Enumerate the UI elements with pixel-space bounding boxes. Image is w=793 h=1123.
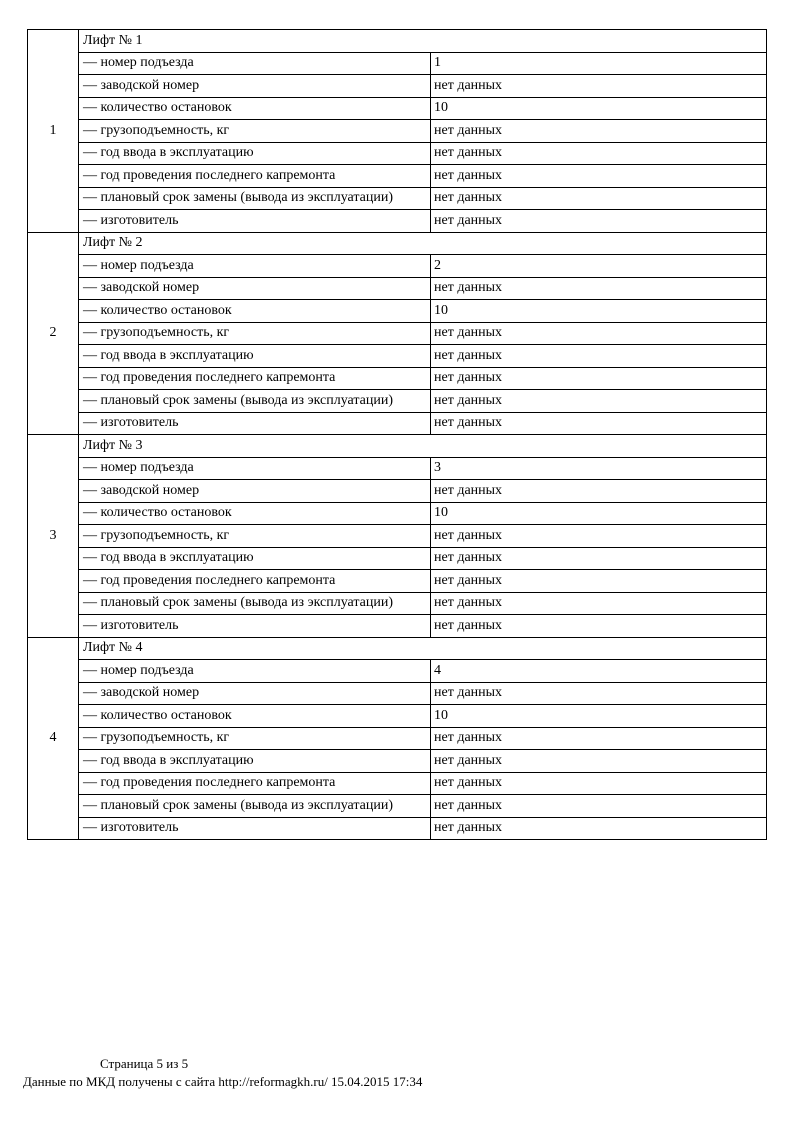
attribute-value-cell: нет данных bbox=[431, 592, 767, 615]
attribute-value-cell: нет данных bbox=[431, 727, 767, 750]
attribute-label-cell: — количество остановок bbox=[79, 97, 431, 120]
attribute-value-cell: нет данных bbox=[431, 142, 767, 165]
attribute-label-cell: — количество остановок bbox=[79, 502, 431, 525]
attribute-label-cell: — номер подъезда bbox=[79, 457, 431, 480]
attribute-label-cell: — изготовитель bbox=[79, 615, 431, 638]
attribute-value-cell: нет данных bbox=[431, 390, 767, 413]
lift-attribute-row bbox=[28, 705, 767, 728]
lift-attribute-row bbox=[28, 367, 767, 390]
lift-section-header-row bbox=[28, 232, 767, 255]
lift-attribute-row bbox=[28, 547, 767, 570]
attribute-label-cell: — заводской номер bbox=[79, 682, 431, 705]
lift-attribute-row bbox=[28, 817, 767, 840]
attribute-value-cell: нет данных bbox=[431, 367, 767, 390]
lift-attribute-row bbox=[28, 592, 767, 615]
lift-attribute-row bbox=[28, 502, 767, 525]
attribute-value-cell: нет данных bbox=[431, 277, 767, 300]
section-number-cell: 2 bbox=[28, 232, 79, 435]
section-number-cell: 1 bbox=[28, 30, 79, 233]
lifts-table-body bbox=[28, 30, 767, 840]
attribute-value-cell: нет данных bbox=[431, 480, 767, 503]
attribute-value-cell: нет данных bbox=[431, 682, 767, 705]
attribute-value-cell: нет данных bbox=[431, 165, 767, 188]
lift-attribute-row bbox=[28, 277, 767, 300]
lift-attribute-row bbox=[28, 345, 767, 368]
attribute-value-cell: 1 bbox=[431, 52, 767, 75]
attribute-label-cell: — год ввода в эксплуатацию bbox=[79, 750, 431, 773]
attribute-label-cell: — номер подъезда bbox=[79, 255, 431, 278]
lift-attribute-row bbox=[28, 255, 767, 278]
lift-section-header-row bbox=[28, 30, 767, 53]
attribute-value-cell: нет данных bbox=[431, 187, 767, 210]
lift-attribute-row bbox=[28, 75, 767, 98]
attribute-label-cell: — год ввода в эксплуатацию bbox=[79, 142, 431, 165]
lift-attribute-row bbox=[28, 300, 767, 323]
attribute-value-cell: нет данных bbox=[431, 570, 767, 593]
attribute-value-cell: нет данных bbox=[431, 345, 767, 368]
attribute-value-cell: 4 bbox=[431, 660, 767, 683]
attribute-value-cell: нет данных bbox=[431, 817, 767, 840]
attribute-value-cell: нет данных bbox=[431, 772, 767, 795]
lift-attribute-row bbox=[28, 120, 767, 143]
attribute-label-cell: — плановый срок замены (вывода из эксплуатации) bbox=[79, 795, 431, 818]
attribute-label-cell: — плановый срок замены (вывода из эксплуатации) bbox=[79, 592, 431, 615]
data-source-note: Данные по МКД получены с сайта http://reformagkh.ru/ 15.04.2015 17:34 bbox=[23, 1074, 423, 1089]
attribute-label-cell: — плановый срок замены (вывода из эксплуатации) bbox=[79, 390, 431, 413]
attribute-label-cell: — номер подъезда bbox=[79, 660, 431, 683]
lift-attribute-row bbox=[28, 682, 767, 705]
attribute-label-cell: — количество остановок bbox=[79, 300, 431, 323]
attribute-label-cell: — грузоподъемность, кг bbox=[79, 727, 431, 750]
attribute-value-cell: 10 bbox=[431, 300, 767, 323]
page-number-label: Страница 5 из 5 bbox=[100, 1056, 189, 1071]
attribute-value-cell: 10 bbox=[431, 705, 767, 728]
attribute-label-cell: — год ввода в эксплуатацию bbox=[79, 345, 431, 368]
attribute-value-cell: нет данных bbox=[431, 210, 767, 233]
lift-attribute-row bbox=[28, 142, 767, 165]
lift-attribute-row bbox=[28, 390, 767, 413]
attribute-value-cell: нет данных bbox=[431, 615, 767, 638]
lift-attribute-row bbox=[28, 52, 767, 75]
lift-attribute-row bbox=[28, 210, 767, 233]
attribute-value-cell: нет данных bbox=[431, 75, 767, 98]
lift-attribute-row bbox=[28, 615, 767, 638]
attribute-value-cell: нет данных bbox=[431, 547, 767, 570]
attribute-value-cell: 10 bbox=[431, 502, 767, 525]
attribute-value-cell: нет данных bbox=[431, 120, 767, 143]
attribute-label-cell: — плановый срок замены (вывода из эксплуатации) bbox=[79, 187, 431, 210]
attribute-value-cell: 2 bbox=[431, 255, 767, 278]
lift-attribute-row bbox=[28, 97, 767, 120]
attribute-value-cell: нет данных bbox=[431, 322, 767, 345]
lift-attribute-row bbox=[28, 727, 767, 750]
attribute-value-cell: нет данных bbox=[431, 525, 767, 548]
lift-attribute-row bbox=[28, 457, 767, 480]
attribute-label-cell: — заводской номер bbox=[79, 277, 431, 300]
attribute-label-cell: — грузоподъемность, кг bbox=[79, 120, 431, 143]
attribute-value-cell: нет данных bbox=[431, 795, 767, 818]
attribute-label-cell: — изготовитель bbox=[79, 412, 431, 435]
attribute-label-cell: — грузоподъемность, кг bbox=[79, 322, 431, 345]
attribute-label-cell: — год проведения последнего капремонта bbox=[79, 772, 431, 795]
attribute-value-cell: 3 bbox=[431, 457, 767, 480]
lift-attribute-row bbox=[28, 187, 767, 210]
attribute-value-cell: 10 bbox=[431, 97, 767, 120]
attribute-label-cell: — изготовитель bbox=[79, 817, 431, 840]
lift-attribute-row bbox=[28, 795, 767, 818]
attribute-value-cell: нет данных bbox=[431, 750, 767, 773]
attribute-label-cell: — год ввода в эксплуатацию bbox=[79, 547, 431, 570]
attribute-label-cell: — изготовитель bbox=[79, 210, 431, 233]
lift-attribute-row bbox=[28, 660, 767, 683]
section-number-cell: 4 bbox=[28, 637, 79, 840]
lift-section-header-row bbox=[28, 637, 767, 660]
lift-attribute-row bbox=[28, 772, 767, 795]
lift-title-cell: Лифт № 3 bbox=[79, 435, 767, 458]
attribute-label-cell: — год проведения последнего капремонта bbox=[79, 165, 431, 188]
lift-attribute-row bbox=[28, 412, 767, 435]
section-number-cell: 3 bbox=[28, 435, 79, 638]
lift-attribute-row bbox=[28, 480, 767, 503]
lift-attribute-row bbox=[28, 322, 767, 345]
attribute-label-cell: — номер подъезда bbox=[79, 52, 431, 75]
attribute-label-cell: — год проведения последнего капремонта bbox=[79, 367, 431, 390]
attribute-label-cell: — заводской номер bbox=[79, 480, 431, 503]
lifts-table bbox=[27, 29, 767, 840]
attribute-label-cell: — заводской номер bbox=[79, 75, 431, 98]
lift-title-cell: Лифт № 1 bbox=[79, 30, 767, 53]
lift-attribute-row bbox=[28, 570, 767, 593]
lift-section-header-row bbox=[28, 435, 767, 458]
lift-attribute-row bbox=[28, 165, 767, 188]
lift-attribute-row bbox=[28, 525, 767, 548]
attribute-value-cell: нет данных bbox=[431, 412, 767, 435]
lift-attribute-row bbox=[28, 750, 767, 773]
attribute-label-cell: — количество остановок bbox=[79, 705, 431, 728]
attribute-label-cell: — год проведения последнего капремонта bbox=[79, 570, 431, 593]
lift-title-cell: Лифт № 2 bbox=[79, 232, 767, 255]
attribute-label-cell: — грузоподъемность, кг bbox=[79, 525, 431, 548]
lift-title-cell: Лифт № 4 bbox=[79, 637, 767, 660]
